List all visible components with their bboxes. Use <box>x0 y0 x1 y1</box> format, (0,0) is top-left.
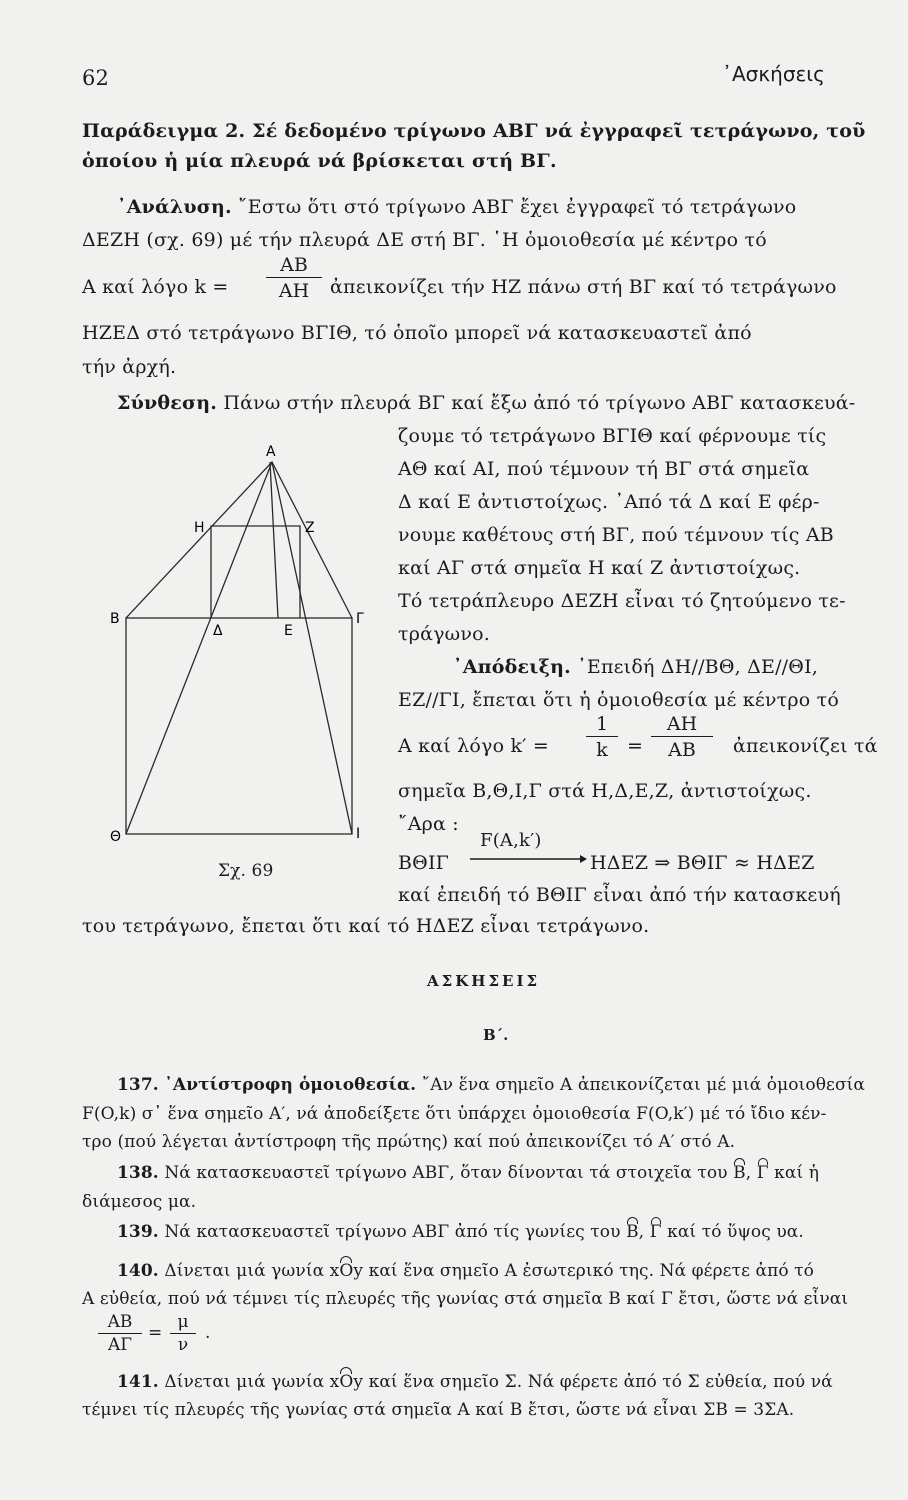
exercise-140-fraction-1 <box>98 1312 142 1356</box>
angle-b-hat: Β <box>733 1163 746 1183</box>
exercise-137-title: ᾿Αντίστροφη ὁμοιοθεσία. <box>164 1075 417 1095</box>
analysis-line4: ΗΖΕΔ στό τετράγωνο ΒΓΙΘ, τό ὁποῖο μπορεῖ νά κατασκευαστεῖ ἀπό <box>82 322 752 344</box>
exercise-139-number: 139. <box>117 1222 159 1242</box>
triangle-abg <box>126 462 352 618</box>
synthesis-line3: ΑΘ καί ΑΙ, πού τέμνουν τή ΒΓ στά σημεῖα <box>398 458 810 480</box>
proof-line8: του τετράγωνο, ἔπεται ὅτι καί τό ΗΔΕΖ εἶναι τετράγωνο. <box>82 915 650 937</box>
angle-o-hat: O <box>339 1372 354 1392</box>
exercise-140-line1 <box>117 1261 814 1281</box>
proof-fraction-1-denominator: k <box>596 739 608 761</box>
exercise-140-fraction-2-numerator: μ <box>170 1312 196 1334</box>
angle-o-hat: O <box>339 1261 354 1281</box>
exercise-141-number: 141. <box>117 1372 159 1392</box>
synthesis-line1 <box>117 392 855 414</box>
page-number: 62 <box>82 66 110 90</box>
exercise-139-text-pre: Νά κατασκευαστεῖ τρίγωνο ΑΒΓ ἀπό τίς γωνίες του <box>164 1222 621 1242</box>
exercise-141-line1 <box>117 1372 833 1392</box>
synthesis-line6: καί ΑΓ στά σημεῖα Η καί Ζ ἀντιστοίχως. <box>398 557 801 579</box>
square-bgith <box>126 618 352 834</box>
proof-fraction-2-numerator: ΑΗ <box>651 712 713 737</box>
line-a-theta <box>126 462 272 834</box>
proof-line7: καί ἐπειδή τό ΒΘΙΓ εἶναι ἀπό τήν κατασκευή <box>398 884 841 906</box>
figure-caption: Σχ. 69 <box>218 861 274 881</box>
exercise-138-number: 138. <box>117 1163 159 1183</box>
proof-line3-pre: Α καί λόγο k′ = <box>398 735 550 757</box>
proof-line1 <box>453 656 818 678</box>
exercise-139-text-post: καί τό ὕψος υα. <box>667 1222 804 1242</box>
exercise-140-fraction-2-denominator: ν <box>177 1335 189 1355</box>
exercise-140-text-post: y καί ἕνα σημεῖο Α ἐσωτερικό της. Νά φέρετε ἀπό τό <box>353 1261 815 1281</box>
exercise-138-line2: διάμεσος μα. <box>82 1192 197 1212</box>
exercise-140-text-pre: Δίνεται μιά γωνία x <box>164 1261 340 1281</box>
exercise-140-equals: = <box>148 1323 163 1343</box>
map-arrow-icon <box>468 852 588 866</box>
analysis-fraction <box>266 253 322 304</box>
inscribed-square <box>211 526 300 618</box>
exercise-137-number: 137. <box>117 1075 159 1095</box>
synthesis-line4: Δ καί Ε ἀντιστοίχως. ᾿Από τά Δ καί Ε φέρ- <box>398 491 820 513</box>
exercise-137-text-1: ῎Αν ἕνα σημεῖο Α ἀπεικονίζεται μέ μιά ὁμοιοθεσία <box>421 1075 866 1095</box>
proof-equals: = <box>627 735 644 757</box>
exercise-138-text-pre: Νά κατασκευαστεῖ τρίγωνο ΑΒΓ, ὅταν δίνονται τά στοιχεῖα του <box>164 1163 728 1183</box>
exercises-heading: ΑΣΚΗΣΕΙΣ <box>427 972 541 990</box>
line-a-i <box>272 462 352 834</box>
proof-line4: σημεῖα Β,Θ,Ι,Γ στά Η,Δ,Ε,Ζ, ἀντιστοίχως. <box>398 780 812 802</box>
figure-label-b: Β <box>110 611 120 627</box>
synthesis-line5: νουμε καθέτους στή ΒΓ, πού τέμνουν τίς ΑΒ <box>398 524 834 546</box>
proof-fraction-2 <box>651 712 713 763</box>
proof-line2: ΕΖ//ΓΙ, ἔπεται ὅτι ἡ ὁμοιοθεσία μέ κέντρο τό <box>398 689 839 711</box>
analysis-label: ᾿Ανάλυση. <box>117 196 232 218</box>
proof-label: ᾿Απόδειξη. <box>453 656 571 678</box>
figure-label-e: Ε <box>284 623 293 639</box>
example-title-line1: Παράδειγμα 2. Σέ δεδομένο τρίγωνο ΑΒΓ νά ἐγγραφεῖ τετράγωνο, τοῦ <box>82 120 866 142</box>
proof-map-left: ΒΘΙΓ <box>398 852 450 874</box>
exercises-subheading: Β΄. <box>483 1026 509 1044</box>
angle-g-hat: Γ <box>756 1163 769 1183</box>
proof-line5: ῎Αρα : <box>398 813 459 835</box>
synthesis-text-1: Πάνω στήν πλευρά ΒΓ καί ἔξω ἀπό τό τρίγωνο ΑΒΓ κατασκευά- <box>223 392 856 414</box>
angle-g-hat: Γ <box>649 1222 662 1242</box>
analysis-fraction-denominator: ΑΗ <box>278 280 310 302</box>
figure-label-g: Γ <box>356 611 364 627</box>
exercise-139-comma: , <box>638 1222 645 1242</box>
figure-label-z: Ζ <box>305 520 315 536</box>
exercise-140-fraction-1-numerator: ΑΒ <box>98 1312 142 1334</box>
figure-label-h: Η <box>194 520 205 536</box>
synthesis-line7: Τό τετράπλευρο ΔΕΖΗ εἶναι τό ζητούμενο τε- <box>398 590 846 612</box>
exercise-138-comma: , <box>745 1163 752 1183</box>
analysis-line3-post: ἀπεικονίζει τήν ΗΖ πάνω στή ΒΓ καί τό τετράγωνο <box>330 276 837 298</box>
exercise-140-number: 140. <box>117 1261 159 1281</box>
exercise-137-line2: F(O,k) σ᾿ ἕνα σημεῖο Α′, νά ἀποδείξετε ὅτι ὑπάρχει ὁμοιοθεσία F(O,k′) μέ τό ἴδιο κέν- <box>82 1104 827 1124</box>
proof-line3-post: ἀπεικονίζει τά <box>733 735 878 757</box>
analysis-fraction-numerator: ΑΒ <box>266 253 322 278</box>
exercise-138-line1 <box>117 1163 819 1183</box>
analysis-line2: ΔΕΖΗ (σχ. 69) μέ τήν πλευρά ΔΕ στή ΒΓ. ῾Η ὁμοιοθεσία μέ κέντρο τό <box>82 229 767 251</box>
exercise-137-line1 <box>117 1075 865 1095</box>
running-title: ᾿Ασκήσεις <box>722 62 825 86</box>
proof-map-right: ΗΔΕΖ ⇒ ΒΘΙΓ ≈ ΗΔΕΖ <box>590 852 815 874</box>
exercise-138-text-post: καί ἡ <box>774 1163 820 1183</box>
exercise-140-fraction-1-denominator: ΑΓ <box>107 1335 133 1355</box>
proof-text-1: ᾿Επειδή ΔΗ//ΒΘ, ΔΕ//ΘΙ, <box>577 656 819 678</box>
figure-69 <box>100 440 380 860</box>
synthesis-label: Σύνθεση. <box>117 392 218 414</box>
exercise-140-end: . <box>205 1323 211 1343</box>
proof-fraction-1 <box>586 712 618 763</box>
proof-fraction-2-denominator: ΑΒ <box>668 739 696 761</box>
figure-label-a: Α <box>266 444 276 460</box>
figure-label-theta: Θ <box>110 829 122 845</box>
angle-b-hat: Β <box>626 1222 639 1242</box>
exercise-137-line3: τρο (πού λέγεται ἀντίστροφη τῆς πρώτης) καί πού ἀπεικονίζει τό Α′ στό Α. <box>82 1132 736 1152</box>
exercise-141-text-pre: Δίνεται μιά γωνία x <box>164 1372 340 1392</box>
analysis-line3-pre: Α καί λόγο k = <box>82 276 229 298</box>
exercise-140-line2: Α εὐθεία, πού νά τέμνει τίς πλευρές τῆς γωνίας στά σημεῖα Β καί Γ ἔτσι, ὥστε νά εἶναι <box>82 1289 849 1309</box>
analysis-line5: τήν ἀρχή. <box>82 356 177 378</box>
proof-fraction-1-numerator: 1 <box>586 712 618 737</box>
synthesis-line8: τράγωνο. <box>398 623 490 645</box>
proof-map-label: F(A,k′) <box>480 830 542 851</box>
exercise-140-fraction-2 <box>170 1312 196 1356</box>
analysis-line1 <box>117 196 796 218</box>
exercise-141-line2: τέμνει τίς πλευρές τῆς γωνίας στά σημεῖα Α καί Β ἔτσι, ὥστε νά εἶναι ΣΒ = 3ΣΑ. <box>82 1400 795 1420</box>
analysis-text-1: ῎Εστω ὅτι στό τρίγωνο ΑΒΓ ἔχει ἐγγραφεῖ τό τετράγωνο <box>238 196 797 218</box>
synthesis-line2: ζουμε τό τετράγωνο ΒΓΙΘ καί φέρνουμε τίς <box>398 425 827 447</box>
exercise-141-text-post: y καί ἕνα σημεῖο Σ. Νά φέρετε ἀπό τό Σ εὐθεία, πού νά <box>353 1372 833 1392</box>
figure-label-i: Ι <box>356 826 361 842</box>
example-title-line2: ὁποίου ἡ μία πλευρά νά βρίσκεται στή ΒΓ. <box>82 150 557 172</box>
figure-label-d: Δ <box>213 623 223 639</box>
exercise-139-line1 <box>117 1222 804 1242</box>
